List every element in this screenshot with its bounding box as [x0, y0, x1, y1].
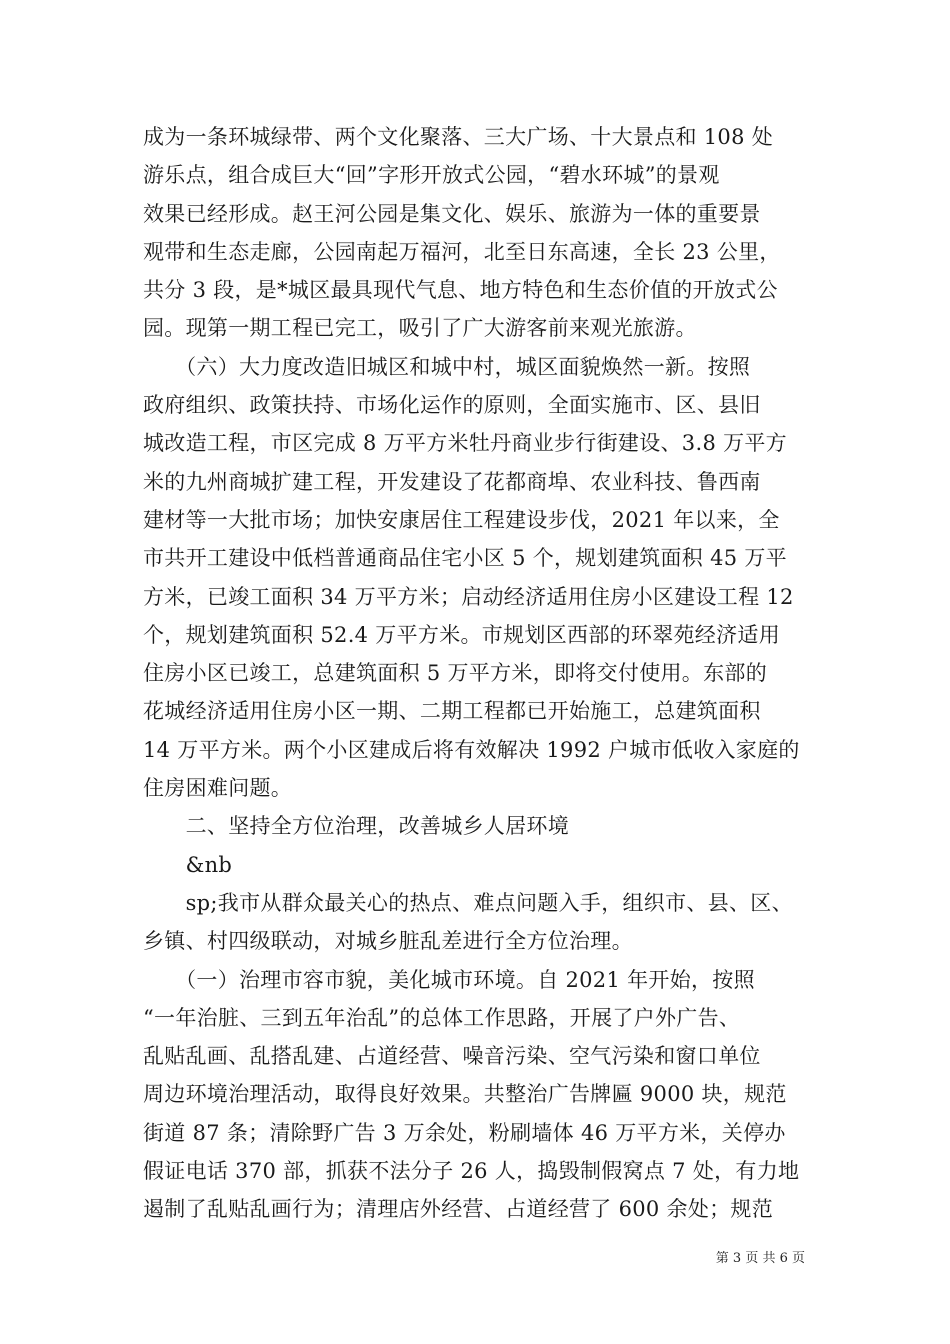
text-line: 花城经济适用住房小区一期、二期工程都已开始施工，总建筑面积	[143, 699, 761, 724]
text-line: 街道 87 条；清除野广告 3 万余处，粉刷墙体 46 万平方米，关停办	[143, 1120, 786, 1145]
text-line: 乱贴乱画、乱搭乱建、占道经营、噪音污染、空气污染和窗口单位	[143, 1044, 761, 1069]
text-line: 米的九州商城扩建工程，开发建设了花都商埠、农业科技、鲁西南	[143, 469, 761, 494]
text-line: “一年治脏、三到五年治乱”的总体工作思路，开展了户外广告、	[143, 1005, 741, 1030]
text-line: 住房小区已竣工，总建筑面积 5 万平方米，即将交付使用。东部的	[143, 661, 768, 686]
text-line: （一）治理市容市貌，美化城市环境。自 2021 年开始，按照	[143, 967, 755, 992]
text-line: &nb	[143, 852, 233, 877]
body-text	[143, 118, 811, 1229]
text-line: 乡镇、村四级联动，对城乡脏乱差进行全方位治理。	[143, 929, 633, 954]
text-line: 建材等一大批市场；加快安康居住工程建设步伐，2021 年以来，全	[143, 507, 780, 532]
text-line: 市共开工建设中低档普通商品住宅小区 5 个，规划建筑面积 45 万平	[143, 546, 787, 571]
section-heading: 二、坚持全方位治理，改善城乡人居环境	[143, 814, 569, 839]
text-line: 政府组织、政策扶持、市场化运作的原则，全面实施市、区、县旧	[143, 393, 761, 418]
text-line: 14 万平方米。两个小区建成后将有效解决 1992 户城市低收入家庭的	[143, 737, 800, 762]
text-line: 成为一条环城绿带、两个文化聚落、三大广场、十大景点和 108 处	[143, 125, 774, 149]
text-line: （六）大力度改造旧城区和城中村，城区面貌焕然一新。按照	[143, 354, 751, 379]
text-line: 游乐点，组合成巨大“回”字形开放式公园，“碧水环城”的景观	[143, 163, 720, 188]
text-line: 遏制了乱贴乱画行为；清理店外经营、占道经营了 600 余处；规范	[143, 1197, 774, 1222]
text-line: 周边环境治理活动，取得良好效果。共整治广告牌匾 9000 块，规范	[143, 1082, 787, 1107]
text-line: 住房困难问题。	[143, 776, 293, 801]
text-line: 假证电话 370 部，抓获不法分子 26 人，捣毁制假窝点 7 处，有力地	[143, 1159, 800, 1184]
text-line: 效果已经形成。赵王河公园是集文化、娱乐、旅游为一体的重要景	[143, 201, 761, 226]
text-line: 园。现第一期工程已完工，吸引了广大游客前来观光旅游。	[143, 316, 697, 341]
text-line: 方米，已竣工面积 34 万平方米；启动经济适用住房小区建设工程 12	[143, 584, 794, 609]
text-line: 个，规划建筑面积 52.4 万平方米。市规划区西部的环翠苑经济适用	[143, 622, 781, 647]
text-line: 共分 3 段，是*城区最具现代气息、地方特色和生态价值的开放式公	[143, 278, 778, 303]
page-number: 第 3 页 共 6 页	[715, 1251, 805, 1266]
text-line: sp;我市从群众最关心的热点、难点问题入手，组织市、县、区、	[143, 890, 793, 915]
text-line: 城改造工程，市区完成 8 万平方米牡丹商业步行街建设、3.8 万平方	[143, 431, 787, 456]
text-line: 观带和生态走廊，公园南起万福河，北至日东高速，全长 23 公里，	[143, 239, 781, 264]
